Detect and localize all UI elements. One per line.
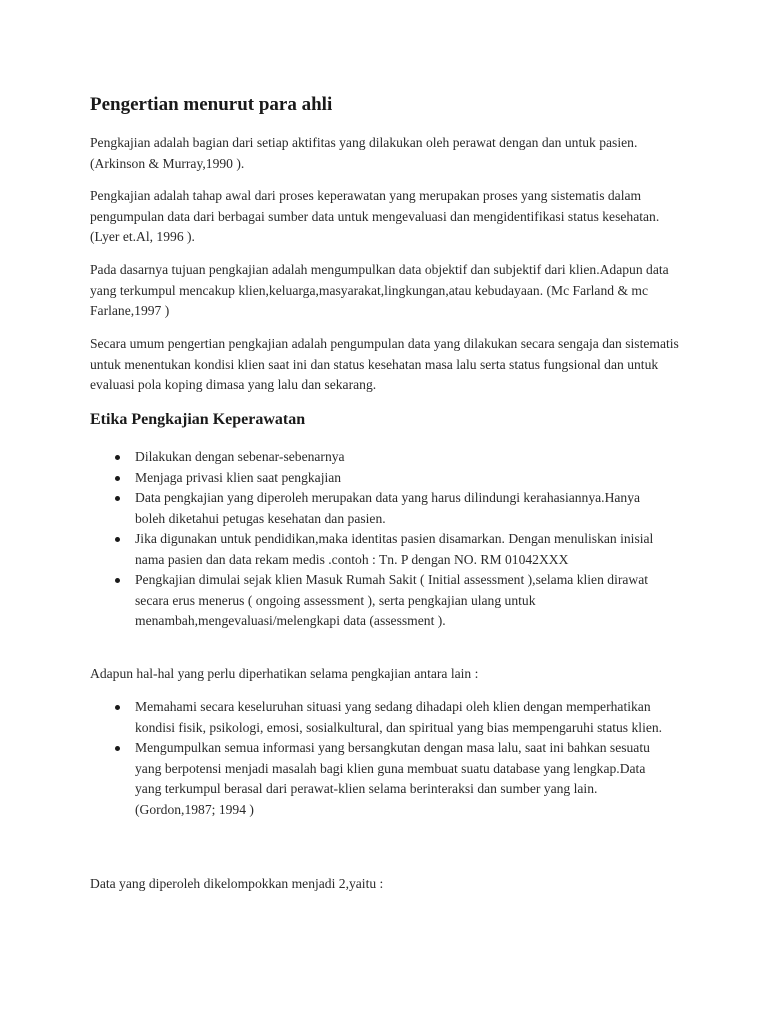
list-item: Pengkajian dimulai sejak klien Masuk Rumah Sakit ( Initial assessment ),selama klien dirawat secara erus menerus ( ongoing assessment ), serta pengkajian ulang untuk menambah,mengevaluasi/melengkapi data (assessment ). bbox=[90, 570, 665, 632]
list-item: Memahami secara keseluruhan situasi yang sedang dihadapi oleh klien dengan memperhatikan kondisi fisik, psikologi, emosi, sosialkultural, dan spiritual yang bias mempengaruhi status klien. bbox=[90, 697, 665, 738]
paragraph-intro-hal: Adapun hal-hal yang perlu diperhatikan selama pengkajian antara lain : bbox=[90, 666, 479, 681]
list-item: Mengumpulkan semua informasi yang bersangkutan dengan masa lalu, saat ini bahkan sesuatu yang berpotensi menjadi masalah bagi klien guna membuat suatu database yang lengkap.Data yang terkumpul berasal dari perawat-klien selama berinteraksi dan sumber yang lain. (Gordon,1987; 1994 ) bbox=[90, 738, 665, 820]
paragraph-definition-3: Pada dasarnya tujuan pengkajian adalah mengumpulkan data objektif dan subjektif dari klien.Adapun data yang terkumpul mencakup klien,keluarga,masyarakat,lingkungan,atau kebudayaan. (Mc Farland & mc Farlane,1997 ) bbox=[90, 262, 669, 318]
list-item: Data pengkajian yang diperoleh merupakan data yang harus dilindungi kerahasiannya.Hanya boleh diketahui petugas kesehatan dan pasien. bbox=[90, 488, 665, 529]
list-item: Dilakukan dengan sebenar-sebenarnya bbox=[90, 447, 665, 468]
heading-pengertian: Pengertian menurut para ahli bbox=[90, 94, 333, 115]
paragraph-definition-1: Pengkajian adalah bagian dari setiap aktifitas yang dilakukan oleh perawat dengan dan untuk pasien. (Arkinson & Murray,1990 ). bbox=[90, 135, 638, 171]
paragraph-closing: Data yang diperoleh dikelompokkan menjadi 2,yaitu : bbox=[90, 876, 384, 891]
list-item: Menjaga privasi klien saat pengkajian bbox=[90, 468, 665, 489]
paragraph-definition-4: Secara umum pengertian pengkajian adalah pengumpulan data yang dilakukan secara sengaja dan sistematis untuk menentukan kondisi klien saat ini dan status kesehatan masa lalu serta status fungsional dan untuk evaluasi pola koping dimasa yang lalu dan sekarang. bbox=[90, 336, 679, 392]
list-item: Jika digunakan untuk pendidikan,maka identitas pasien disamarkan. Dengan menuliskan inisial nama pasien dan data rekam medis .contoh : Tn. P dengan NO. RM 01042XXX bbox=[90, 529, 682, 570]
etika-list bbox=[90, 447, 682, 632]
hal-list bbox=[90, 697, 682, 820]
paragraph-definition-2: Pengkajian adalah tahap awal dari proses keperawatan yang merupakan proses yang sistematis dalam pengumpulan data dari berbagai sumber data untuk mengevaluasi dan mengidentifikasi status kesehatan. (Lyer et.Al, 1996 ). bbox=[90, 188, 660, 244]
heading-etika: Etika Pengkajian Keperawatan bbox=[90, 411, 306, 428]
